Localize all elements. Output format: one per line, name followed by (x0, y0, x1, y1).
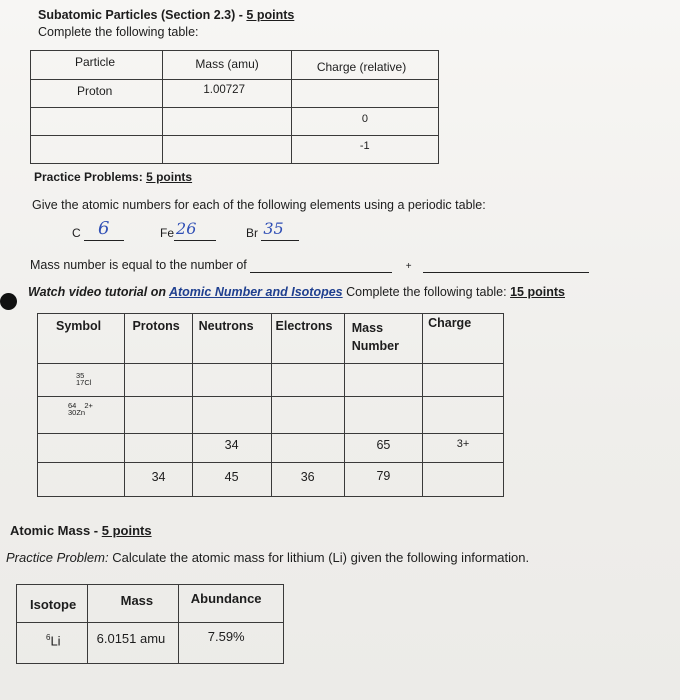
cl-protons[interactable] (125, 364, 192, 397)
cell-mass-3[interactable] (163, 136, 291, 164)
row4-charge[interactable] (423, 463, 504, 497)
header-mass: Mass (87, 585, 178, 623)
cell-mass-2[interactable] (163, 108, 291, 136)
cell-proton: Proton (31, 80, 163, 108)
practice-title: Practice Problems: 5 points (34, 170, 193, 184)
header-abundance: Abundance (178, 585, 283, 623)
header-symbol: Symbol (38, 314, 125, 364)
element-br: Br 35 (246, 226, 299, 241)
row4-protons: 34 (125, 463, 192, 497)
element-c: C 6 (72, 226, 124, 241)
row4-electrons: 36 (271, 463, 344, 497)
header-charge: Charge (relative) (291, 51, 438, 80)
symbol-cl: 35 17Cl (38, 364, 125, 397)
row3-protons[interactable] (125, 434, 192, 463)
header-protons: Protons (125, 314, 192, 364)
mass-number-blank-1[interactable] (250, 258, 392, 273)
subatomic-table (30, 50, 439, 164)
lithium-table (16, 584, 284, 664)
atomic-mass-problem: Practice Problem: Calculate the atomic mass for lithium (Li) given the following information. (6, 550, 530, 565)
element-fe: Fe 26 (160, 226, 216, 241)
section1-instruction: Complete the following table: (38, 25, 199, 39)
symbol-zn: 64 2+ 30Zn (38, 397, 125, 434)
answer-fe[interactable]: 26 (174, 226, 216, 241)
cl-electrons[interactable] (271, 364, 344, 397)
zn-protons[interactable] (125, 397, 192, 434)
row3-mass-number: 65 (344, 434, 422, 463)
answer-br[interactable]: 35 (261, 226, 299, 241)
cell-particle-2[interactable] (31, 108, 163, 136)
cell-proton-charge[interactable] (291, 80, 438, 108)
zn-neutrons[interactable] (192, 397, 271, 434)
zn-charge[interactable] (423, 397, 504, 434)
cl-charge[interactable] (423, 364, 504, 397)
atomic-mass-title: Atomic Mass - 5 points (10, 523, 152, 538)
row4-symbol[interactable] (38, 463, 125, 497)
row4-mass-number: 79 (344, 463, 422, 497)
video-link[interactable]: Atomic Number and Isotopes (168, 285, 343, 299)
row3-symbol[interactable] (38, 434, 125, 463)
header-isotope: Isotope (17, 585, 88, 623)
header-charge: Charge (423, 314, 504, 364)
mass-number-line: Mass number is equal to the number of + (30, 258, 589, 273)
li6-abundance: 7.59% (178, 623, 283, 664)
cell-particle-3[interactable] (31, 136, 163, 164)
row3-electrons[interactable] (271, 434, 344, 463)
bullet-dot (0, 293, 17, 310)
zn-electrons[interactable] (271, 397, 344, 434)
zn-mass-number[interactable] (344, 397, 422, 434)
li6-mass: 6.0151 amu (87, 623, 178, 664)
isotope-li6: $^6$Li (17, 623, 88, 664)
video-line: Watch video tutorial on Atomic Number and Isotopes Complete the following table: 15 points (28, 285, 565, 299)
header-mass: Mass (amu) (163, 51, 291, 80)
row4-neutrons: 45 (192, 463, 271, 497)
header-particle: Particle (31, 51, 163, 80)
header-mass-number: Mass Number (344, 314, 422, 364)
isotope-table (37, 313, 504, 497)
row3-neutrons: 34 (192, 434, 271, 463)
header-neutrons: Neutrons (192, 314, 271, 364)
cell-proton-mass[interactable]: 1.00727 (163, 80, 291, 108)
cell-charge-3: -1 (291, 136, 438, 164)
cell-charge-2: 0 (291, 108, 438, 136)
section1-title: Subatomic Particles (Section 2.3) - 5 points (38, 8, 295, 22)
cl-mass-number[interactable] (344, 364, 422, 397)
practice-instruction: Give the atomic numbers for each of the following elements using a periodic table: (32, 198, 486, 212)
row3-charge: 3+ (423, 434, 504, 463)
cl-neutrons[interactable] (192, 364, 271, 397)
answer-c[interactable]: 6 (84, 226, 124, 241)
mass-number-blank-2[interactable] (423, 258, 589, 273)
header-electrons: Electrons (271, 314, 344, 364)
